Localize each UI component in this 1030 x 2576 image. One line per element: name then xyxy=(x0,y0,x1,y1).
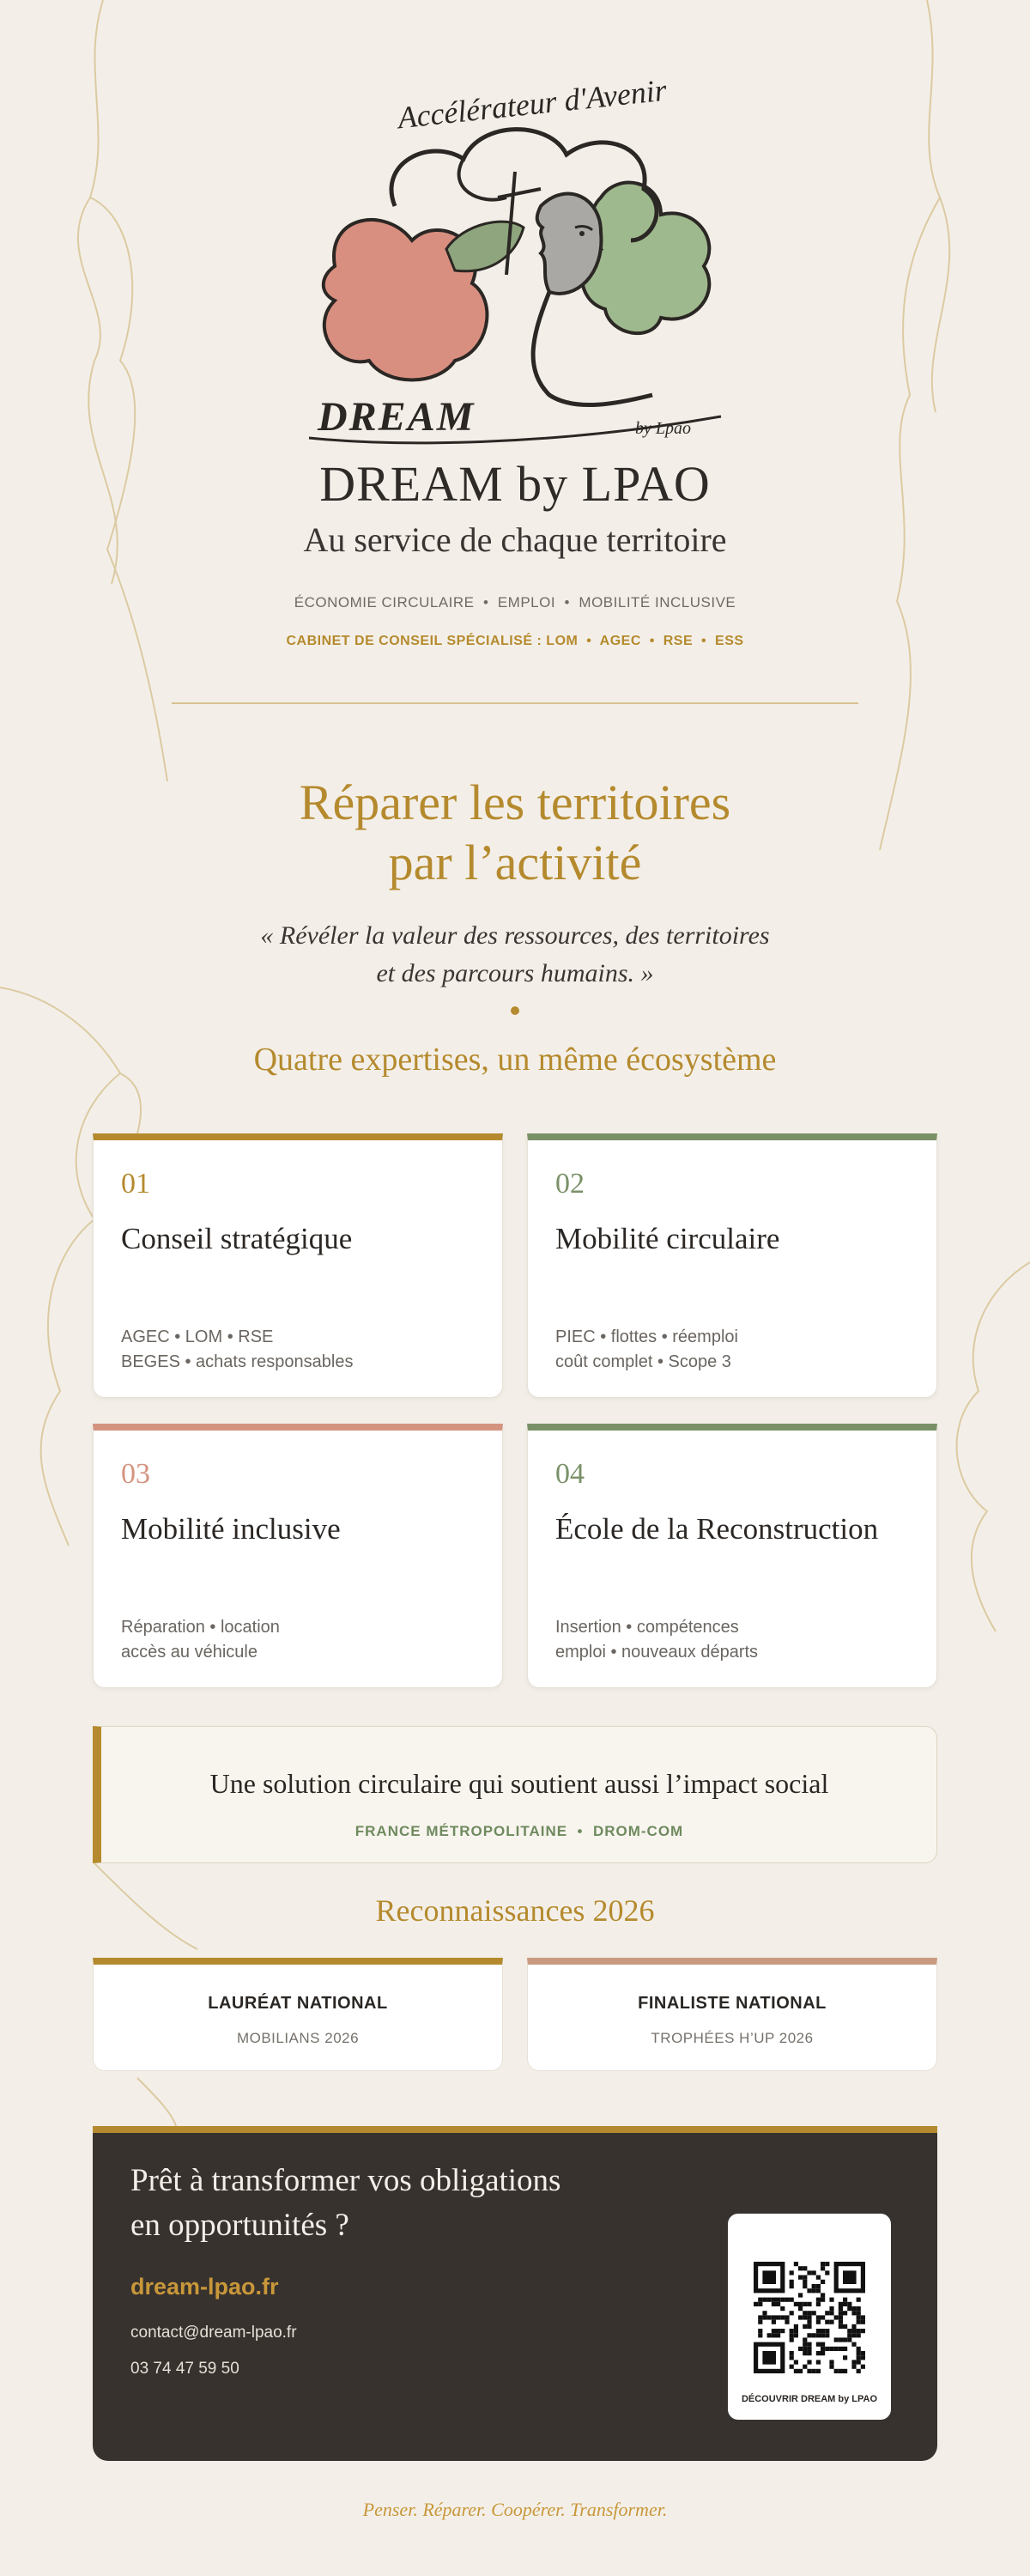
hero-title-line2: par l’activité xyxy=(388,835,642,890)
card-detail-line2: BEGES • achats responsables xyxy=(121,1352,354,1371)
cta-title-line2: en opportunités ? xyxy=(130,2208,349,2243)
impact-regions: FRANCE MÉTROPOLITAINE • DROM-COM xyxy=(354,1823,684,1839)
hero-title-line1: Réparer les territoires xyxy=(299,775,731,830)
expertises-title: Quatre expertises, un même écosystème xyxy=(253,1042,777,1078)
award-title: LAURÉAT NATIONAL xyxy=(208,1994,388,2013)
separator-dot xyxy=(511,1006,519,1015)
expertise-card-ecole-reconstruction[interactable] xyxy=(527,1424,937,1688)
expertise-card-conseil[interactable] xyxy=(93,1133,503,1398)
card-number: 04 xyxy=(555,1458,585,1490)
hero-quote-line2: et des parcours humains. » xyxy=(376,959,654,987)
impact-banner xyxy=(93,1726,937,1863)
cta-title xyxy=(130,2159,560,2248)
card-number: 01 xyxy=(121,1168,150,1200)
brand-tagline: Au service de chaque territoire xyxy=(303,520,727,559)
card-detail-line1: Réparation • location xyxy=(121,1618,280,1637)
awards-title: Reconnaissances 2026 xyxy=(375,1893,655,1928)
award-card-laureat xyxy=(93,1958,503,2071)
contact-cta-panel xyxy=(93,2126,937,2461)
phone-link[interactable]: 03 74 47 59 50 xyxy=(130,2360,239,2378)
qr-label: DÉCOUVRIR DREAM by LPAO xyxy=(741,2394,878,2404)
hero-quote-line1: « Révéler la valeur des ressources, des territoires xyxy=(260,921,770,950)
footer-motto: Penser. Réparer. Coopérer. Transformer. xyxy=(362,2499,668,2520)
card-detail-line2: emploi • nouveaux départs xyxy=(555,1643,759,1662)
card-detail-line2: accès au véhicule xyxy=(121,1643,258,1662)
qr-code-card[interactable] xyxy=(728,2214,891,2420)
expertise-card-mobilite-circulaire[interactable] xyxy=(527,1133,937,1398)
card-detail-line1: Insertion • compétences xyxy=(555,1618,739,1637)
card-number: 03 xyxy=(121,1458,150,1490)
brand-logo xyxy=(292,72,738,455)
hero-title xyxy=(0,773,1030,893)
hero-quote xyxy=(0,917,1030,993)
card-title: École de la Reconstruction xyxy=(555,1512,879,1546)
logo-signature: by Lpao xyxy=(635,419,691,438)
impact-text: Une solution circulaire qui soutient aussi l’impact social xyxy=(209,1768,829,1799)
email-link[interactable]: contact@dream-lpao.fr xyxy=(130,2324,297,2342)
header-divider xyxy=(172,702,858,704)
card-title: Conseil stratégique xyxy=(121,1222,353,1255)
award-card-finaliste xyxy=(527,1958,937,2071)
card-detail-line2: coût complet • Scope 3 xyxy=(555,1352,731,1371)
card-number: 02 xyxy=(555,1168,585,1200)
award-title: FINALISTE NATIONAL xyxy=(638,1994,827,2013)
logo-word-dream: DREAM xyxy=(318,394,476,440)
award-subtitle: TROPHÉES H’UP 2026 xyxy=(651,2030,814,2046)
cabinet-specialties: CABINET DE CONSEIL SPÉCIALISÉ : LOM • AGEC • RSE • ESS xyxy=(286,634,744,648)
website-link[interactable]: dream-lpao.fr xyxy=(130,2274,279,2300)
brand-title: DREAM by LPAO xyxy=(319,456,711,512)
logo-script-text: Accélérateur d'Avenir xyxy=(396,72,669,136)
domains-list: ÉCONOMIE CIRCULAIRE • EMPLOI • MOBILITÉ INCLUSIVE xyxy=(294,594,736,611)
card-detail-line1: PIEC • flottes • réemploi xyxy=(555,1327,738,1346)
award-subtitle: MOBILIANS 2026 xyxy=(236,2030,360,2046)
card-detail-line1: AGEC • LOM • RSE xyxy=(121,1327,274,1346)
expertise-card-mobilite-inclusive[interactable] xyxy=(93,1424,503,1688)
cta-title-line1: Prêt à transformer vos obligations xyxy=(130,2163,561,2198)
qr-code-icon xyxy=(754,2262,865,2373)
card-title: Mobilité inclusive xyxy=(121,1512,341,1546)
card-title: Mobilité circulaire xyxy=(555,1222,780,1255)
